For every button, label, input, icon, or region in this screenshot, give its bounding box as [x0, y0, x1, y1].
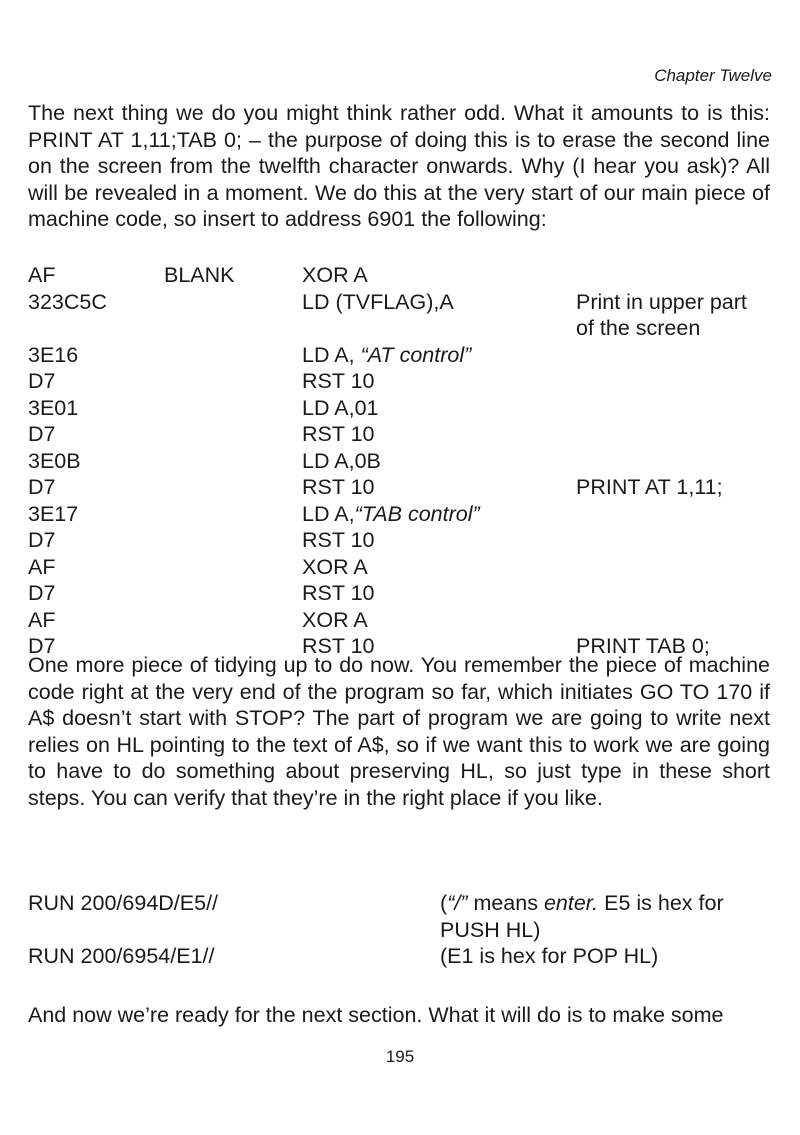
code-row	[28, 421, 770, 448]
code-hex: AF	[28, 607, 56, 632]
code-label	[164, 342, 302, 369]
code-instruction-prefix: LD A,	[302, 342, 361, 367]
note-text: means	[467, 891, 544, 915]
code-hex: D7	[28, 369, 56, 393]
run-command: RUN 200/6954/E1//	[28, 944, 215, 968]
code-instruction: RST 10	[302, 634, 375, 658]
code-comment	[576, 527, 770, 554]
code-row	[28, 448, 770, 475]
code-row	[28, 501, 770, 528]
run-note: (E1 is hex for POP HL)	[440, 944, 659, 968]
code-instruction-italic: “AT control”	[360, 342, 472, 367]
paragraph-next-section: And now we’re ready for the next section. What it will do is to make some	[28, 1003, 724, 1027]
code-hex: D7	[28, 475, 56, 499]
code-instruction: RST 10	[302, 475, 375, 499]
code-instruction	[302, 501, 576, 528]
code-comment	[576, 580, 770, 607]
code-listing	[28, 262, 770, 660]
code-row	[28, 527, 770, 554]
code-label	[164, 421, 302, 448]
code-row	[28, 554, 770, 581]
code-hex: D7	[28, 422, 56, 446]
code-instruction: RST 10	[302, 422, 375, 446]
code-hex: 3E16	[28, 342, 79, 367]
code-label	[164, 527, 302, 554]
code-hex: AF	[28, 554, 56, 579]
note-italic: enter.	[543, 891, 599, 915]
code-comment	[576, 421, 770, 448]
code-row	[28, 395, 770, 422]
code-label	[164, 474, 302, 501]
code-comment	[576, 262, 770, 289]
note-italic: “/”	[447, 891, 468, 915]
code-hex: 3E17	[28, 501, 79, 526]
code-label	[164, 368, 302, 395]
code-instruction: LD A,0B	[302, 448, 381, 473]
code-comment	[576, 395, 770, 422]
code-instruction: XOR A	[302, 263, 368, 287]
note-text: E5 is hex for PUSH HL)	[440, 891, 724, 942]
code-comment: PRINT TAB 0;	[576, 634, 710, 658]
code-instruction: RST 10	[302, 369, 375, 393]
code-comment	[576, 448, 770, 475]
code-instruction: LD (TVFLAG),A	[302, 289, 454, 314]
code-instruction: XOR A	[302, 607, 368, 632]
code-comment: Print in upper part of the screen	[576, 289, 747, 340]
code-label	[164, 554, 302, 581]
chapter-header: Chapter Twelve	[654, 66, 772, 85]
code-comment: PRINT AT 1,11;	[576, 475, 723, 499]
code-comment	[576, 342, 770, 369]
code-label	[164, 607, 302, 634]
code-row	[28, 368, 770, 395]
code-row	[28, 342, 770, 369]
run-note	[440, 890, 770, 943]
paragraph-tidying: One more piece of tidying up to do now. You remember the piece of machine code right at the very end of the program so far, which initiates GO TO 170 if A$ doesn’t start with STOP? The part of program we are going to write next relies on HL pointing to the text of A$, so if we want this to work we are going to have to do something about preserving HL, so just type in these short steps. You can verify that they’re in the right place if you like.	[28, 653, 770, 810]
code-row	[28, 607, 770, 634]
code-row	[28, 474, 770, 501]
code-instruction-prefix: LD A,	[302, 501, 355, 526]
code-instruction: RST 10	[302, 581, 375, 605]
code-instruction: RST 10	[302, 528, 375, 552]
code-hex: D7	[28, 581, 56, 605]
code-label	[164, 501, 302, 528]
note-text: (	[440, 891, 448, 915]
paragraph-intro: The next thing we do you might think rather odd. What it amounts to is this: PRINT AT 1,11;TAB 0; – the purpose of doing this is to erase the second line on the screen from the twelfth character onwards. Why (I hear you ask)? All will be revealed in a moment. We do this at the very start of our main piece of machine code, so insert to address 6901 the following:	[28, 101, 770, 231]
code-comment	[576, 607, 770, 634]
code-row	[28, 580, 770, 607]
run-row	[28, 943, 770, 970]
code-row	[28, 262, 770, 289]
code-hex: 323C5C	[28, 289, 107, 314]
run-row	[28, 890, 770, 943]
run-commands	[28, 890, 770, 970]
code-label	[164, 289, 302, 342]
code-instruction	[302, 342, 576, 369]
code-hex: D7	[28, 634, 56, 658]
code-label	[164, 580, 302, 607]
code-hex: AF	[28, 263, 56, 287]
run-command: RUN 200/694D/E5//	[28, 891, 219, 915]
code-instruction: LD A,01	[302, 395, 379, 420]
code-comment	[576, 554, 770, 581]
code-comment	[576, 368, 770, 395]
code-label: BLANK	[164, 263, 235, 287]
code-row	[28, 289, 770, 342]
code-comment	[576, 501, 770, 528]
code-instruction: XOR A	[302, 554, 368, 579]
page-number: 195	[385, 1047, 415, 1066]
code-hex: 3E0B	[28, 448, 81, 473]
code-instruction-italic: “TAB control”	[354, 501, 480, 526]
code-label	[164, 395, 302, 422]
code-hex: D7	[28, 528, 56, 552]
code-hex: 3E01	[28, 395, 79, 420]
code-label	[164, 448, 302, 475]
